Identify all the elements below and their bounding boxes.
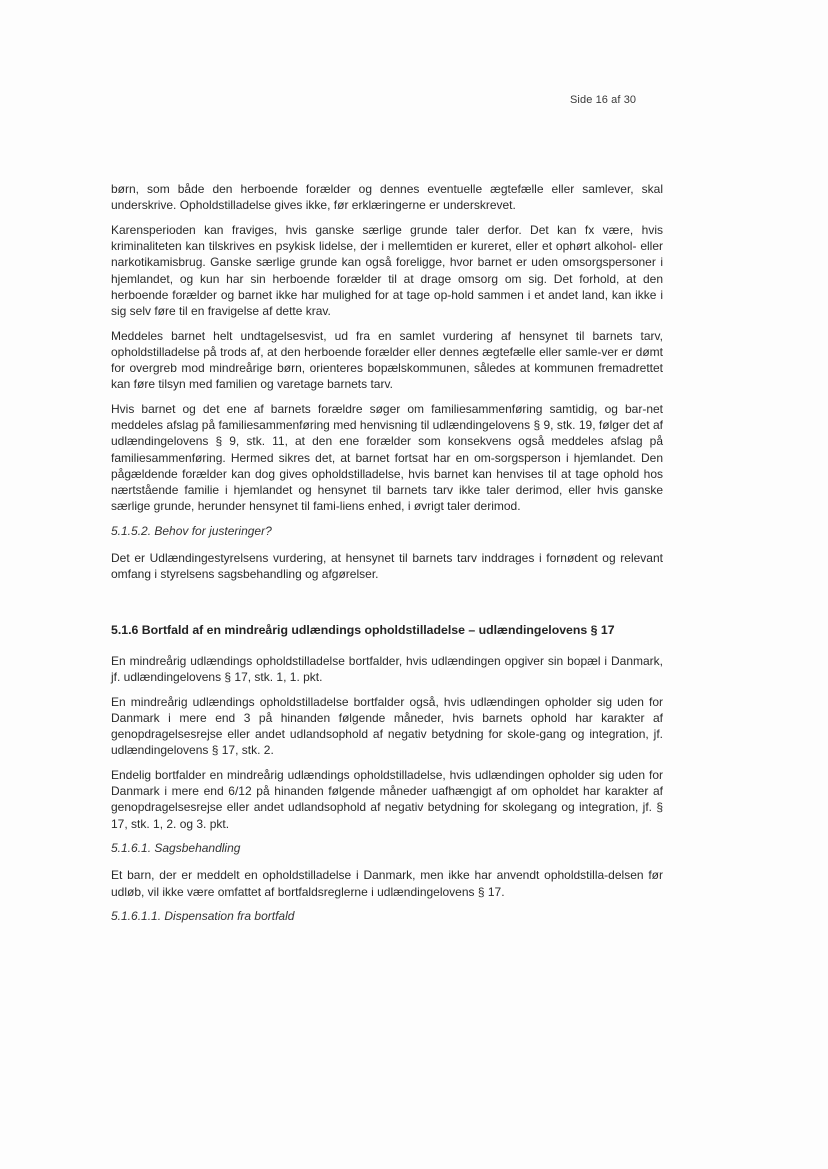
paragraph: Det er Udlændingestyrelsens vurdering, at hensynet til barnets tarv inddrages i fornødent og relevant omfang i styrelsens sagsbehandling og afgørelser. xyxy=(111,551,663,582)
subsection-title: 5.1.5.2. Behov for justeringer? xyxy=(111,523,272,538)
paragraph: Hvis barnet og det ene af barnets forældre søger om familiesammenføring samtidig, og bar-net meddeles afslag på familiesammenføring med henvisning til udlændingelovens § 9, stk. 19, følger det af udlændingelovens § 9, stk. 11, at den ene forælder som konsekvens også meddeles afslag på familiesammenføring. Hermed sikres det, at barnet fortsat har en om-sorgsperson i hjemlandet. Den pågældende forælder kan dog gives opholdstilladelse, hvis barnet kan henvises til at tage ophold hos nærtstående familie i hjemlandet og hensynet til barnets tarv ikke taler derimod, eller hvis ganske særlige grunde, herunder hensynet til fami-liens enhed, i øvrigt taler derimod. xyxy=(111,401,663,514)
subsection-title: 5.1.6.1.1. Dispensation fra bortfald xyxy=(111,909,295,924)
subsection-title: 5.1.6.1. Sagsbehandling xyxy=(111,841,241,856)
paragraph: En mindreårig udlændings opholdstilladelse bortfalder, hvis udlændingen opgiver sin bopæl i Danmark, jf. udlændingelovens § 17, stk. 1, 1. pkt. xyxy=(111,653,663,684)
paragraph: Endelig bortfalder en mindreårig udlændings opholdstilladelse, hvis udlændingen opholder sig uden for Danmark i mere end 6/12 på hinanden følgende måneder uafhængigt af om opholdet har karakter af genopdragelsesrejse eller andet udlandsophold af negativ betydning for skolegang og integration, jf. § 17, stk. 1, 2. og 3. pkt. xyxy=(111,767,663,831)
paragraph: børn, som både den herboende forælder og dennes eventuelle ægtefælle eller samlever, skal underskrive. Opholdstilladelse gives ikke, før erklæringerne er underskrevet. xyxy=(111,182,663,213)
page-content xyxy=(111,181,663,936)
paragraph: Meddeles barnet helt undtagelsesvist, ud fra en samlet vurdering af hensynet til barnets tarv, opholdstilladelse på trods af, at den herboende forælder eller dennes ægtefælle eller samle-ver er dømt for overgreb mod mindreårige børn, orienteres bopælskommunen, således at kommunen fremadrettet kan føre tilsyn med familien og varetage barnets tarv. xyxy=(111,328,663,392)
paragraph: Et barn, der er meddelt en opholdstilladelse i Danmark, men ikke har anvendt opholdstilla-delsen før udløb, vil ikke være omfattet af bortfaldsreglerne i udlændingelovens § 17. xyxy=(111,868,663,899)
page-number: Side 16 af 30 xyxy=(570,94,637,106)
paragraph: Karensperioden kan fraviges, hvis ganske særlige grunde taler derfor. Det kan fx være, hvis kriminaliteten kan tilskrives en psykisk lidelse, der i mellemtiden er kureret, eller et ophørt alkohol- eller narkotikamisbrug. Ganske særlige grunde kan også foreligge, hvor barnet er uden omsorgspersoner i hjemlandet, og kun har sin herboende forælder til at drage omsorg om sig. Det forhold, at den herboende forælder og barnet ikke har mulighed for at tage op-hold sammen i et andet land, kan ikke i sig selv føre til en fravigelse af dette krav. xyxy=(111,222,663,318)
section-heading: 5.1.6 Bortfald af en mindreårig udlændings opholdstilladelse – udlændingelovens § 17 xyxy=(111,623,615,638)
paragraph: En mindreårig udlændings opholdstilladelse bortfalder også, hvis udlændingen opholder sig uden for Danmark i mere end 3 på hinanden følgende måneder, hvis barnets ophold har karakter af genopdragelsesrejse eller andet udlandsophold af negativ betydning for skole-gang og integration, jf. udlændingelovens § 17, stk. 2. xyxy=(111,694,663,758)
